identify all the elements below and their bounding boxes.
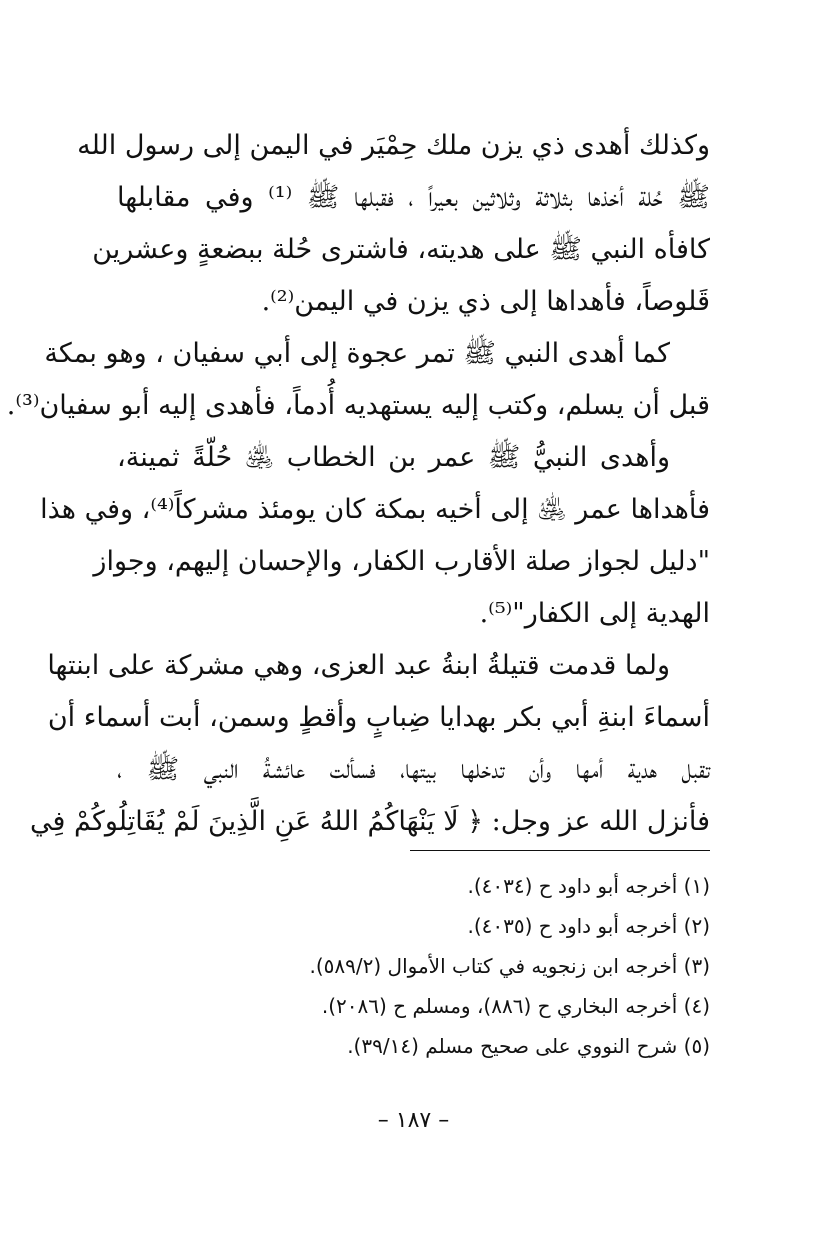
footnote-separator	[410, 850, 710, 851]
text-line: ﷺ حُلة أخذها بثلاثة وثلاثين بعيراً ، فقبلها ﷺ ⁽¹⁾ وفي مقابلها	[117, 182, 710, 213]
footnote-item: (٤) أخرجه البخاري ح (٨٨٦)، ومسلم ح (٢٠٨٦).	[321, 994, 710, 1018]
text-line: وكذلك أهدى ذي يزن ملك حِمْيَر في اليمن إلى رسول الله	[77, 130, 710, 161]
text-line: كافأه النبي ﷺ على هديته، فاشترى حُلة ببضعةٍ وعشرين	[92, 234, 710, 265]
text-line: تقبل هدية أمها وأن تدخلها بيتها، فسألت عائشةُ النبي ﷺ ،	[117, 754, 710, 785]
footnote-item: (١) أخرجه أبو داود ح (٤٠٣٤).	[467, 874, 710, 898]
main-text	[6, 120, 710, 848]
text-line: الهدية إلى الكفار"⁽⁵⁾.	[479, 598, 710, 629]
footnote-item: (٣) أخرجه ابن زنجويه في كتاب الأموال (٥٨٩/٢).	[309, 954, 710, 978]
text-line: فأهداها عمر ﵁ إلى أخيه بمكة كان يومئذ مشركاً⁽⁴⁾، وفي هذا	[40, 494, 710, 525]
text-line: كما أهدى النبي ﷺ تمر عجوة إلى أبي سفيان ، وهو بمكة	[44, 338, 670, 369]
text-line: فأنزل الله عز وجل: ﴿ لَا يَنْهَاكُمُ اللهُ عَنِ الَّذِينَ لَمْ يُقَاتِلُوكُمْ فِي	[30, 806, 710, 837]
footnote-item: (٥) شرح النووي على صحيح مسلم (٣٩/١٤).	[347, 1034, 710, 1058]
text-line: وأهدى النبيُّ ﷺ عمر بن الخطاب ﵁ حُلّةً ثمينة،	[117, 442, 670, 473]
text-line: أسماءَ ابنةِ أبي بكر بهدايا ضِبابٍ وأقطٍ وسمن، أبت أسماء أن	[47, 702, 710, 733]
footnotes	[117, 866, 710, 1066]
page-number: – ١٨٧ –	[377, 1108, 450, 1133]
text-line: قَلوصاً، فأهداها إلى ذي يزن في اليمن⁽²⁾.	[261, 286, 710, 317]
footnote-item: (٢) أخرجه أبو داود ح (٤٠٣٥).	[467, 914, 710, 938]
text-line: ولما قدمت قتيلةُ ابنةُ عبد العزى، وهي مشركة على ابنتها	[47, 650, 670, 681]
text-line: "دليل لجواز صلة الأقارب الكفار، والإحسان إليهم، وجواز	[93, 546, 710, 577]
text-line: قبل أن يسلم، وكتب إليه يستهديه أُدماً، فأهدى إليه أبو سفيان⁽³⁾.	[6, 390, 710, 421]
